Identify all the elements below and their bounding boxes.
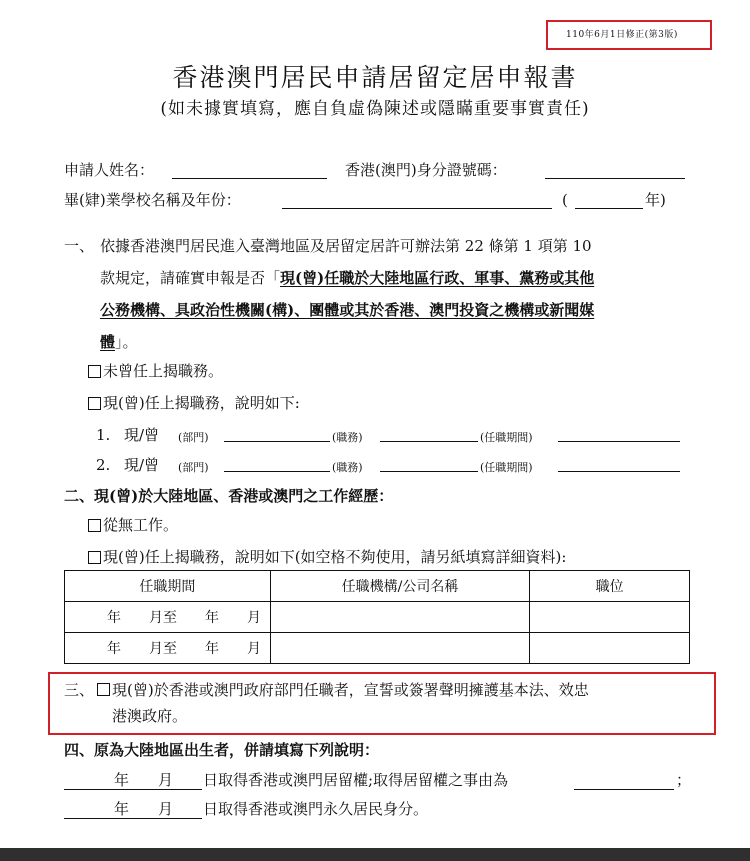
section1-row2-num: 2. [96, 456, 111, 474]
section1-line4 [100, 332, 138, 352]
section1-line1: 依據香港澳門居民進入臺灣地區及居留定居許可辦法第 22 條第 1 項第 10 [100, 237, 592, 255]
section1-row1-period-field[interactable] [558, 441, 680, 442]
section1-row1-dept-field[interactable] [224, 441, 330, 442]
section2-title: 二、現(曾)於大陸地區、香港或澳門之工作經歷： [64, 487, 394, 505]
header-company: 任職機構/公司名稱 [270, 571, 530, 602]
school-field[interactable] [282, 208, 552, 209]
section4-line1-month: 月 [158, 771, 174, 789]
section2-option-never: 從無工作。 [103, 516, 179, 534]
form-subtitle: (如未據實填寫，應自負虛偽陳述或隱瞞重要事實責任) [160, 99, 590, 119]
revision-note: 110年6月1日修正(第3版) [566, 30, 678, 40]
bottom-bar [0, 848, 750, 861]
section4-line2-date-field[interactable] [64, 818, 202, 819]
section4-reason-field[interactable] [574, 789, 674, 790]
section1-row2-period-label: (任職期間) [480, 461, 533, 474]
section1-row2-dept-label: (部門) [178, 461, 209, 474]
section1-row1-period-label: (任職期間) [480, 431, 533, 444]
section1-row1-position-field[interactable] [380, 441, 478, 442]
applicant-name-field[interactable] [172, 178, 327, 179]
applicant-name-label: 申請人姓名： [64, 161, 155, 179]
section4-line2-text: 日取得香港或澳門永久居民身分。 [203, 800, 429, 818]
section3-line2: 港澳政府。 [112, 707, 188, 725]
section4-line1-end: ； [676, 771, 692, 789]
section1-line4-suffix: 」。 [115, 333, 138, 351]
section1-row2-position-field[interactable] [380, 471, 478, 472]
row1-title-cell[interactable] [530, 602, 690, 633]
year-open: ( [562, 191, 568, 209]
section2-never-checkbox[interactable] [88, 519, 101, 532]
section1-line3: 公務機構、具政治性機關(構)、團體或其於香港、澳門投資之機構或新聞媒 [100, 301, 595, 319]
section1-held-checkbox[interactable] [88, 397, 101, 410]
section1-row1-prefix: 現/曾 [124, 426, 160, 444]
table-row [65, 602, 690, 633]
section1-line2-bold: 現(曾)任職於大陸地區行政、軍事、黨務或其他 [280, 269, 595, 287]
year-close: 年) [645, 191, 666, 209]
header-title: 職位 [530, 571, 690, 602]
section4-line2-month: 月 [158, 800, 174, 818]
section3-number: 三、 [64, 681, 95, 699]
section3-line1: 現(曾)於香港或澳門政府部門任職者，宣誓或簽署聲明擁護基本法、效忠 [112, 681, 589, 699]
section2-option-held: 現(曾)任上揭職務，說明如下(如空格不夠使用，請另紙填寫詳細資料): [103, 548, 567, 566]
id-number-field[interactable] [545, 178, 685, 179]
school-year-field[interactable] [575, 208, 643, 209]
section1-option-held: 現(曾)任上揭職務，說明如下: [103, 394, 300, 412]
header-period: 任職期間 [65, 571, 271, 602]
section3-checkbox[interactable] [97, 683, 110, 696]
row1-company-cell[interactable] [270, 602, 530, 633]
school-label: 畢(肄)業學校名稱及年份： [64, 191, 241, 209]
section1-option-never: 未曾任上揭職務。 [103, 362, 224, 380]
section2-held-checkbox[interactable] [88, 551, 101, 564]
section4-line1-text: 日取得香港或澳門居留權;取得居留權之事由為 [203, 771, 509, 789]
work-history-table [64, 570, 690, 664]
row2-company-cell[interactable] [270, 633, 530, 664]
section1-row2-position-label: (職務) [332, 461, 363, 474]
section1-never-checkbox[interactable] [88, 365, 101, 378]
form-title: 香港澳門居民申請居留定居申報書 [172, 63, 578, 92]
row1-period-cell[interactable]: 年 月至 年 月 [65, 602, 271, 633]
section4-line1-year: 年 [114, 771, 130, 789]
table-row [65, 633, 690, 664]
section4-title: 四、原為大陸地區出生者，併請填寫下列說明： [64, 741, 380, 759]
section1-line2 [100, 268, 594, 288]
row2-title-cell[interactable] [530, 633, 690, 664]
section1-row2-prefix: 現/曾 [124, 456, 160, 474]
section4-line1-date-field[interactable] [64, 789, 202, 790]
section1-row1-position-label: (職務) [332, 431, 363, 444]
section1-row2-period-field[interactable] [558, 471, 680, 472]
section1-row1-num: 1. [96, 426, 111, 444]
row2-period-cell[interactable]: 年 月至 年 月 [65, 633, 271, 664]
section1-row1-dept-label: (部門) [178, 431, 209, 444]
section1-line2-prefix: 款規定，請確實申報是否「 [100, 269, 281, 287]
id-number-label: 香港(澳門)身分證號碼： [345, 161, 507, 179]
section4-line2-year: 年 [114, 800, 130, 818]
section1-number: 一、 [64, 237, 95, 255]
section1-row2-dept-field[interactable] [224, 471, 330, 472]
table-header-row [65, 571, 690, 602]
section1-line4-bold: 體 [100, 333, 116, 351]
